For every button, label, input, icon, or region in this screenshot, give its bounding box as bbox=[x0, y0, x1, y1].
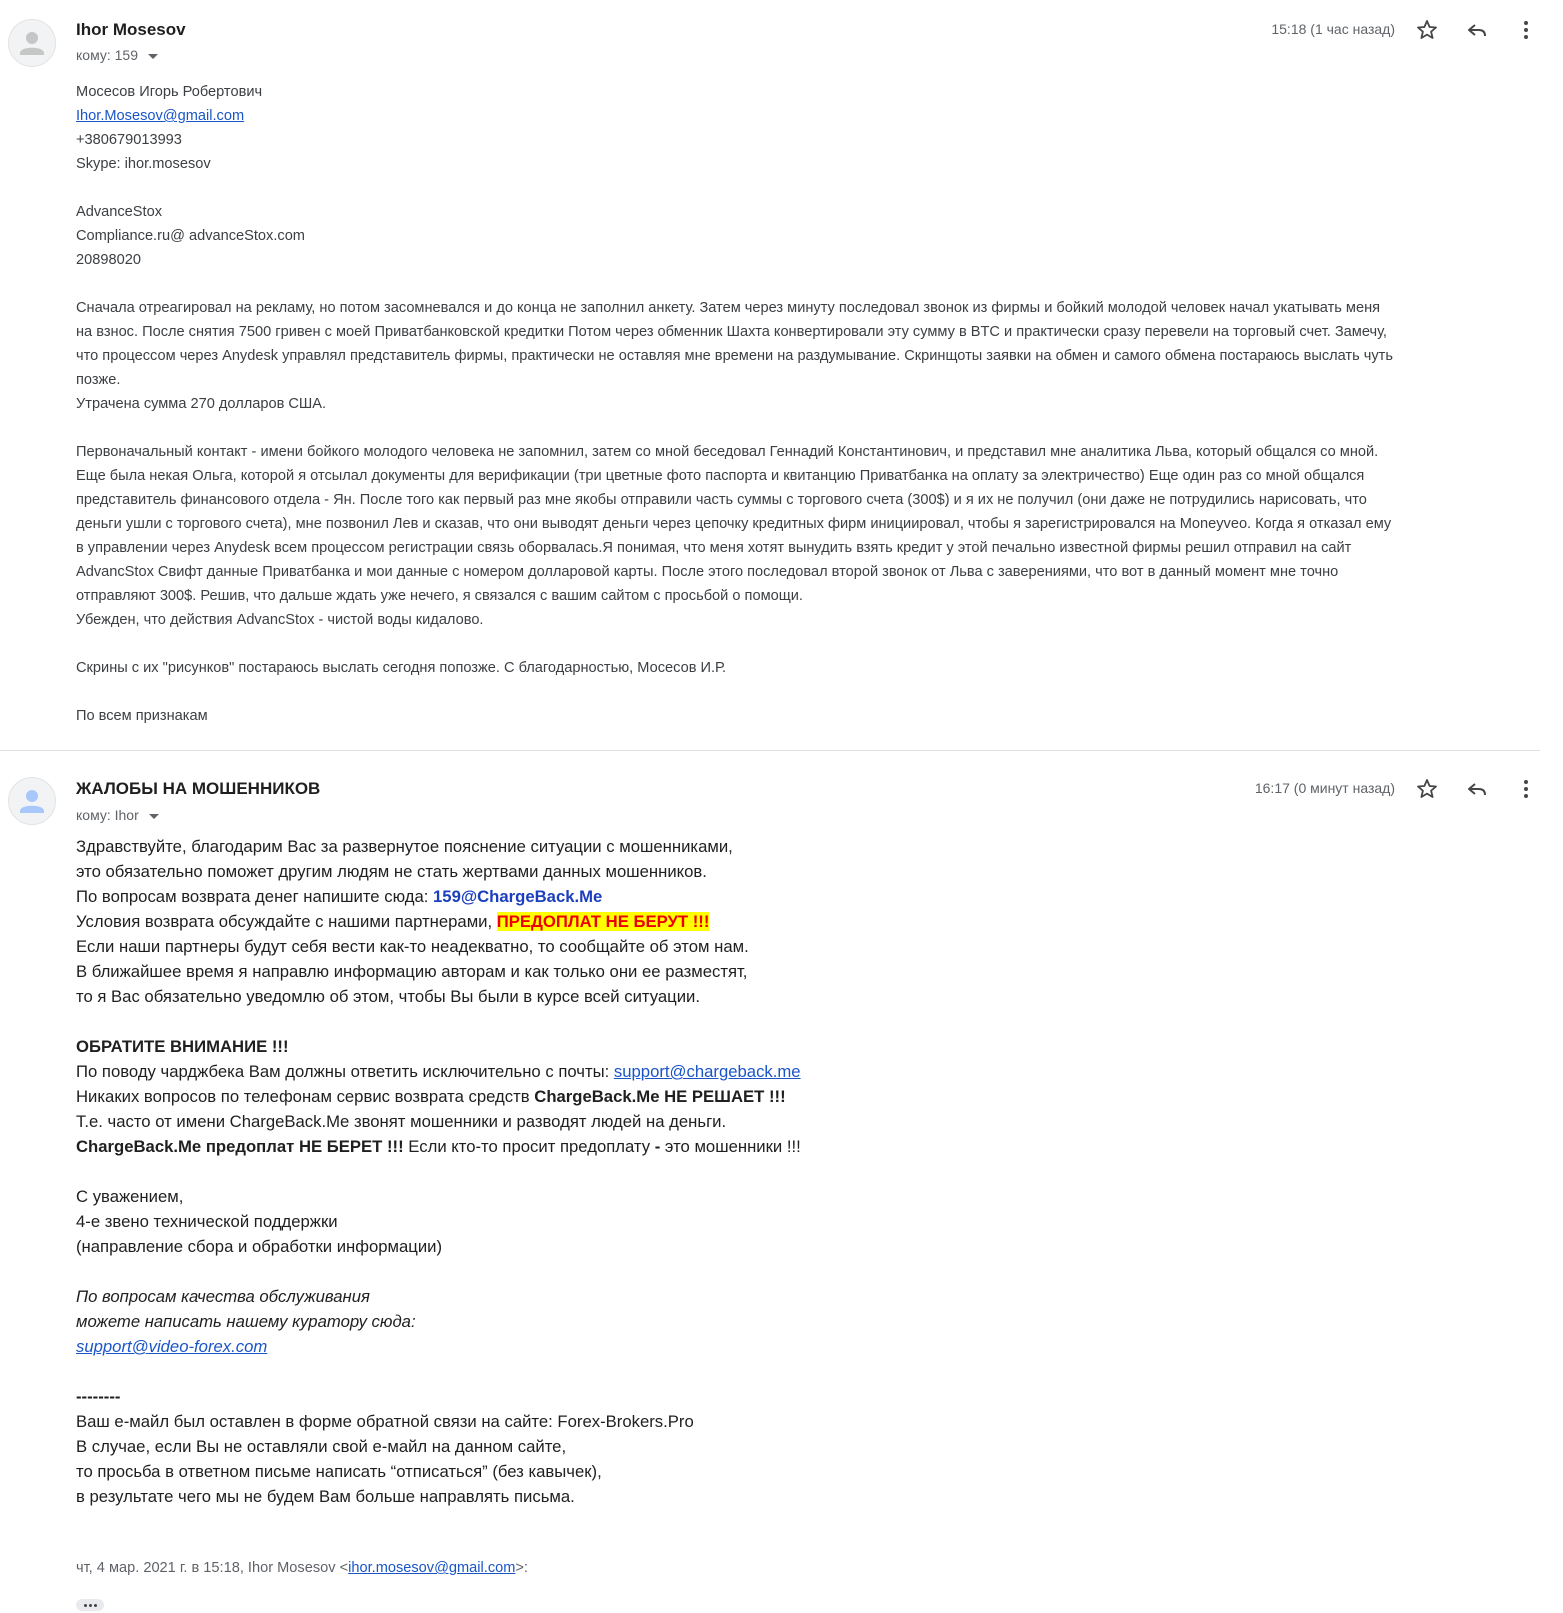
body-text: По вопросам возврата денег напишите сюда: bbox=[76, 887, 434, 906]
body-line: это обязательно поможет другим людям не стать жертвами данных мошенников. bbox=[76, 862, 707, 881]
bold-text: ChargeBack.Me предоплат НЕ БЕРЕТ !!! bbox=[76, 1137, 404, 1156]
body-line: Скрины с их "рисунков" постараюсь выслать сегодня попозже. С благодарностью, Мосесов И.Р. bbox=[76, 660, 727, 676]
body-line: Утрачена сумма 270 долларов США. bbox=[76, 396, 327, 412]
more-options-button[interactable] bbox=[1512, 775, 1540, 803]
chevron-down-icon[interactable] bbox=[148, 54, 158, 59]
body-line: позже. bbox=[76, 372, 121, 388]
star-button[interactable] bbox=[1413, 775, 1441, 803]
email-link[interactable]: Ihor.Mosesov@gmail.com bbox=[76, 108, 245, 124]
body-line: AdvanceStox bbox=[76, 204, 162, 220]
body-line: 20898020 bbox=[76, 252, 141, 268]
separator-text: -------- bbox=[76, 1387, 121, 1406]
signature-separator bbox=[76, 1384, 1476, 1409]
body-line: Сначала отреагировал на рекламу, но потом засомневался и до конца не заполнил анкету. Затем через минуту последовал звонок из фирмы и бойкий молодой человек начал укатывать меня bbox=[76, 300, 1381, 316]
bold-text: ChargeBack.Me НЕ РЕШАЕТ !!! bbox=[534, 1087, 786, 1106]
body-line: +380679013993 bbox=[76, 132, 182, 148]
body-line: Еще была некая Ольга, которой я отсылал документы для верификации (три цветные фото паспорта и квитанцию Приватбанка на оплату за электричество) Еще один раз со мной общался bbox=[76, 468, 1365, 484]
body-line: в управлении через Anydesk всем процессом регистрации связь оборвалась.Я понимая, что меня хотят вынудить взять кредит у этой печально известной фирмы решил отправил на сайт bbox=[76, 540, 1352, 556]
reply-icon bbox=[1465, 777, 1489, 801]
star-icon bbox=[1415, 18, 1439, 42]
message-body bbox=[76, 834, 1476, 1509]
message-body bbox=[76, 80, 1541, 728]
highlighted-warning: ПРЕДОПЛАТ НЕ БЕРУТ !!! bbox=[496, 912, 710, 931]
body-line: на взнос. После снятия 7500 гривен с моей Приватбанковской кредитки Потом через обменник Шахта конвертировали эту сумму в BTC и практически сразу перевели на торговый счет. Замечу, bbox=[76, 324, 1387, 340]
body-line: По вопросам качества обслуживания bbox=[76, 1287, 370, 1306]
recipient-toggle[interactable] bbox=[76, 47, 158, 63]
sender-avatar[interactable] bbox=[8, 19, 56, 67]
quoted-header bbox=[76, 1560, 528, 1576]
body-line: отправляют 300$. Решив, что дальше ждать уже нечего, я связался с вашим сайтом с просьбой о помощи. bbox=[76, 588, 803, 604]
chevron-down-icon[interactable] bbox=[149, 814, 159, 819]
show-trimmed-content-button[interactable] bbox=[76, 1599, 104, 1611]
body-line: 4-е звено технической поддержки bbox=[76, 1212, 338, 1231]
attention-heading bbox=[76, 1034, 1476, 1059]
body-line: По всем признакам bbox=[76, 708, 208, 724]
support-email-link[interactable]: support@chargeback.me bbox=[613, 1062, 801, 1081]
sender-avatar[interactable] bbox=[8, 777, 56, 825]
star-icon bbox=[1415, 777, 1439, 801]
person-icon bbox=[9, 778, 55, 824]
email-message-2 bbox=[0, 752, 1563, 1613]
body-line: Убежден, что действия AdvancStox - чистой воды кидалово. bbox=[76, 612, 484, 628]
email-message-1 bbox=[0, 0, 1563, 750]
recipient-toggle[interactable] bbox=[76, 807, 159, 823]
body-line: можете написать нашему куратору сюда: bbox=[76, 1312, 416, 1331]
curator-email-link[interactable]: support@video-forex.com bbox=[76, 1337, 268, 1356]
body-line: то просьба в ответном письме написать “отписаться” (без кавычек), bbox=[76, 1462, 602, 1481]
more-vert-icon bbox=[1514, 18, 1538, 42]
message-timestamp: 16:17 (0 минут назад) bbox=[1254, 780, 1395, 796]
dot-icon bbox=[94, 1604, 97, 1607]
body-line: в результате чего мы не будем Вам больше направлять письма. bbox=[76, 1487, 575, 1506]
bold-text: - bbox=[654, 1137, 661, 1156]
attention-text: ОБРАТИТЕ ВНИМАНИЕ !!! bbox=[76, 1037, 289, 1056]
body-text: Если кто-то просит предоплату bbox=[403, 1137, 655, 1156]
recipient-label: кому: Ihor bbox=[76, 807, 139, 823]
body-text: Никаких вопросов по телефонам сервис возврата средств bbox=[76, 1087, 535, 1106]
reply-icon bbox=[1465, 18, 1489, 42]
body-line: С уважением, bbox=[76, 1187, 184, 1206]
body-line bbox=[76, 1134, 1476, 1159]
dot-icon bbox=[84, 1604, 87, 1607]
recipient-label: кому: 159 bbox=[76, 47, 138, 63]
body-line: В случае, если Вы не оставляли свой e-майл на данном сайте, bbox=[76, 1437, 567, 1456]
quote-prefix: чт, 4 мар. 2021 г. в 15:18, Ihor Mosesov < bbox=[76, 1560, 349, 1576]
body-line: AdvancStox Свифт данные Приватбанка и мои данные с номером долларовой карты. После этого последовал второй звонок от Льва с заверениями, что вот в данный момент мне точно bbox=[76, 564, 1339, 580]
sender-name[interactable]: Ihor Mosesov bbox=[76, 20, 186, 39]
message-timestamp: 15:18 (1 час назад) bbox=[1271, 21, 1395, 37]
body-line: (направление сбора и обработки информации) bbox=[76, 1237, 443, 1256]
body-line: Compliance.ru@ advanceStox.com bbox=[76, 228, 305, 244]
dot-icon bbox=[89, 1604, 92, 1607]
body-line: Здравствуйте, благодарим Вас за развернутое пояснение ситуации с мошенниками, bbox=[76, 837, 733, 856]
body-text: это мошенники !!! bbox=[660, 1137, 801, 1156]
body-line: то я Вас обязательно уведомлю об этом, чтобы Вы были в курсе всей ситуации. bbox=[76, 987, 701, 1006]
body-line: Т.е. часто от имени ChargeBack.Me звонят мошенники и разводят людей на деньги. bbox=[76, 1112, 727, 1131]
body-line: Первоначальный контакт - имени бойкого молодого человека не запомнил, затем со мной беседовал Геннадий Константинович, и представил мне аналитика Льва, который общался со мной. bbox=[76, 444, 1379, 460]
body-text: Условия возврата обсуждайте с нашими партнерами, bbox=[76, 912, 497, 931]
body-line bbox=[76, 1084, 1476, 1109]
body-line: Мосесов Игорь Робертович bbox=[76, 84, 263, 100]
chargeback-address: 159@ChargeBack.Me bbox=[433, 887, 603, 906]
body-line: Skype: ihor.mosesov bbox=[76, 156, 211, 172]
quoted-email-link[interactable]: ihor.mosesov@gmail.com bbox=[348, 1560, 516, 1576]
star-button[interactable] bbox=[1413, 16, 1441, 44]
message-divider bbox=[0, 750, 1540, 751]
quote-suffix: >: bbox=[515, 1560, 528, 1576]
person-icon bbox=[9, 20, 55, 66]
body-line bbox=[76, 909, 1476, 934]
body-line: Ваш e-майл был оставлен в форме обратной связи на сайте: Forex-Brokers.Pro bbox=[76, 1412, 694, 1431]
reply-button[interactable] bbox=[1463, 775, 1491, 803]
reply-button[interactable] bbox=[1463, 16, 1491, 44]
body-line: представитель финансового отдела - Ян. После того как первый раз мне якобы отправили часть суммы с торгового счета (300$) и я их не получил (они даже не потрудились нарисовать, что bbox=[76, 492, 1367, 508]
sender-name[interactable]: ЖАЛОБЫ НА МОШЕННИКОВ bbox=[76, 779, 321, 798]
body-text: По поводу чарджбека Вам должны ответить исключительно с почты: bbox=[76, 1062, 614, 1081]
more-options-button[interactable] bbox=[1512, 16, 1540, 44]
body-line: В ближайшее время я направлю информацию авторам и как только они ее разместят, bbox=[76, 962, 748, 981]
more-vert-icon bbox=[1514, 777, 1538, 801]
body-line: что процессом через Anydesk управлял представитель фирмы, практически не оставляя мне времени на раздумывание. Скринщоты заявки на обмен и самого обмена постараюсь выслать чуть bbox=[76, 348, 1393, 364]
body-line bbox=[76, 1059, 1476, 1084]
body-line: Если наши партнеры будут себя вести как-то неадекватно, то сообщайте об этом нам. bbox=[76, 937, 749, 956]
body-line bbox=[76, 884, 1476, 909]
body-line: деньги ушли с торгового счета), мне позвонил Лев и сказав, что они выводят деньги через цепочку кредитных фирм инициировал, чтобы я зарегистрировался на Moneyveo. Когда я отказал ему bbox=[76, 516, 1392, 532]
